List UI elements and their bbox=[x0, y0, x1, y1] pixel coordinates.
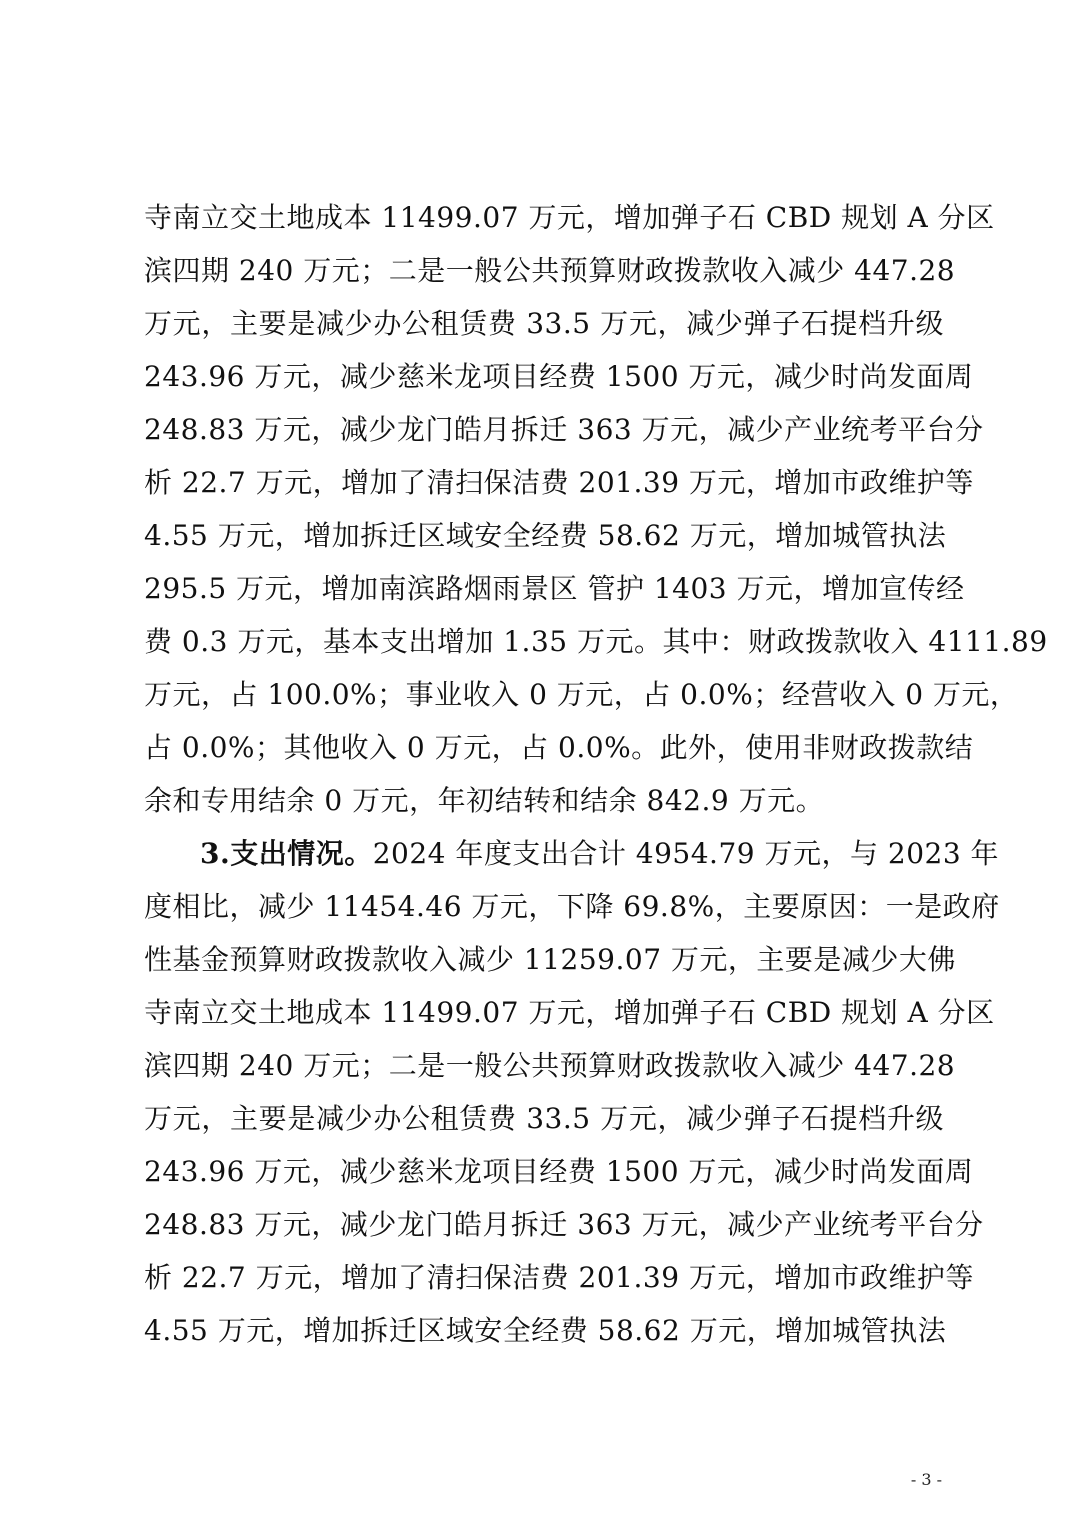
text-line: 费 0.3 万元，基本支出增加 1.35 万元。其中：财政拨款收入 4111.89 bbox=[144, 625, 1048, 658]
text-line: 248.83 万元，减少龙门皓月拆迁 363 万元，减少产业统考平台分 bbox=[144, 1208, 984, 1241]
text-line: 万元，主要是减少办公租赁费 33.5 万元，减少弹子石提档升级 bbox=[144, 1102, 944, 1135]
text-line: 万元，主要是减少办公租赁费 33.5 万元，减少弹子石提档升级 bbox=[144, 307, 944, 340]
paragraph-expenditure bbox=[144, 827, 1000, 1357]
text-line: 4.55 万元，增加拆迁区域安全经费 58.62 万元，增加城管执法 bbox=[144, 1314, 947, 1347]
text-line: 寺南立交土地成本 11499.07 万元，增加弹子石 CBD 规划 A 分区 bbox=[144, 201, 995, 234]
text-line: 析 22.7 万元，增加了清扫保洁费 201.39 万元，增加市政维护等 bbox=[144, 1261, 974, 1294]
text-line: 万元，占 100.0%；事业收入 0 万元，占 0.0%；经营收入 0 万元， bbox=[144, 678, 1019, 711]
text-line: 248.83 万元，减少龙门皓月拆迁 363 万元，减少产业统考平台分 bbox=[144, 413, 984, 446]
text-line: 余和专用结余 0 万元，年初结转和结余 842.9 万元。 bbox=[144, 784, 825, 817]
text-line: 滨四期 240 万元；二是一般公共预算财政拨款收入减少 447.28 bbox=[144, 254, 956, 287]
text-line: 295.5 万元，增加南滨路烟雨景区 管护 1403 万元，增加宣传经 bbox=[144, 572, 965, 605]
text-line: 寺南立交土地成本 11499.07 万元，增加弹子石 CBD 规划 A 分区 bbox=[144, 996, 995, 1029]
text-line: 析 22.7 万元，增加了清扫保洁费 201.39 万元，增加市政维护等 bbox=[144, 466, 974, 499]
section-heading-line bbox=[144, 827, 1000, 880]
text-line: 占 0.0%；其他收入 0 万元，占 0.0%。此外，使用非财政拨款结 bbox=[144, 731, 974, 764]
section-heading-rest: 2024 年度支出合计 4954.79 万元，与 2023 年 bbox=[372, 837, 1000, 870]
text-line: 243.96 万元，减少慈米龙项目经费 1500 万元，减少时尚发面周 bbox=[144, 360, 974, 393]
page-number: - 3 - bbox=[910, 1470, 942, 1489]
section-heading: 3.支出情况。 bbox=[200, 837, 373, 870]
text-line: 性基金预算财政拨款收入减少 11259.07 万元，主要是减少大佛 bbox=[144, 943, 956, 976]
text-line: 4.55 万元，增加拆迁区域安全经费 58.62 万元，增加城管执法 bbox=[144, 519, 947, 552]
text-line: 度相比，减少 11454.46 万元，下降 69.8%，主要原因：一是政府 bbox=[144, 890, 1000, 923]
text-line: 滨四期 240 万元；二是一般公共预算财政拨款收入减少 447.28 bbox=[144, 1049, 956, 1082]
text-line: 243.96 万元，减少慈米龙项目经费 1500 万元，减少时尚发面周 bbox=[144, 1155, 974, 1188]
paragraph-income-continuation bbox=[144, 191, 1048, 827]
